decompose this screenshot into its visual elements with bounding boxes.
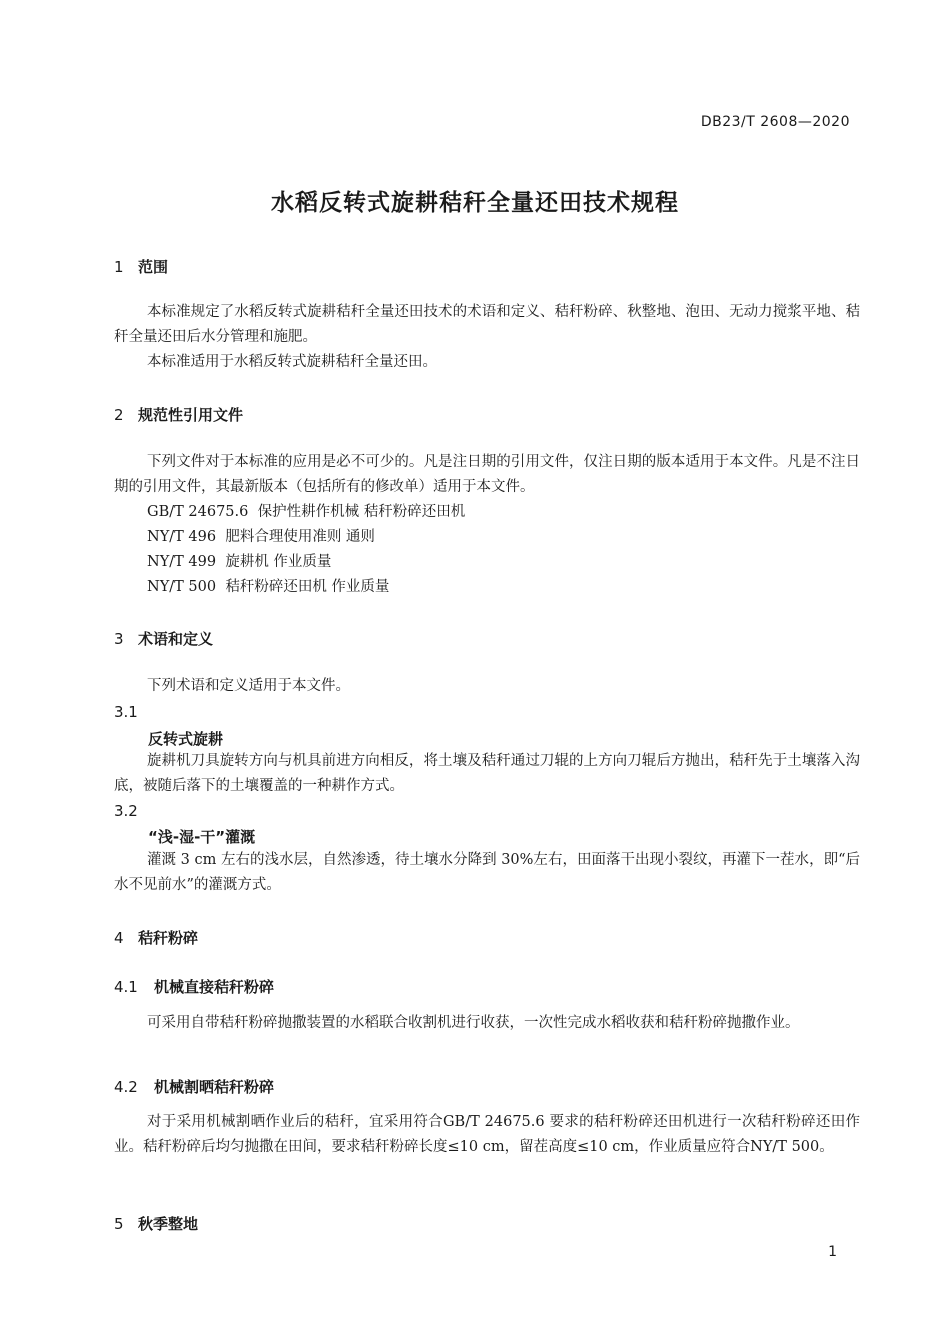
reference-item: GB/T 24675.6 保护性耕作机械 秸秆粉碎还田机	[147, 504, 466, 520]
reference-item: NY/T 496 肥料合理使用准则 通则	[147, 529, 375, 545]
section-1-paragraph-2: 本标准适用于水稻反转式旋耕秸秆全量还田。	[147, 354, 437, 370]
page-number: 1	[828, 1244, 837, 1260]
section-title: 规范性引用文件	[138, 406, 244, 424]
term-number: 3.2	[114, 802, 138, 820]
section-number: 3	[114, 630, 124, 648]
term-definition: 灌溉 3 cm 左右的浅水层，自然渗透，待土壤水分降到 30%左右，田面落干出现小裂纹，再灌下一茬水，即“后水不见前水”的灌溉方式。	[114, 852, 860, 893]
term-name: “浅-湿-干”灌溉	[148, 828, 256, 846]
subsection-title: 机械直接秸秆粉碎	[154, 978, 275, 996]
subsection-4-2-paragraph: 对于采用机械割晒作业后的秸秆，宜采用符合GB/T 24675.6 要求的秸秆粉碎还田机进行一次秸秆粉碎还田作业。秸秆粉碎后均匀抛撒在田间，要求秸秆粉碎长度≤10 cm，留茬高度≤10 cm，作业质量应符合NY/T 500。	[114, 1114, 860, 1155]
section-number: 1	[114, 258, 124, 276]
standard-code: DB23/T 2608—2020	[700, 114, 850, 130]
term-name: 反转式旋耕	[148, 730, 224, 748]
section-number: 5	[114, 1215, 124, 1233]
reference-item: NY/T 499 旋耕机 作业质量	[147, 554, 332, 570]
section-2-heading	[114, 404, 243, 425]
subsection-4-1-paragraph: 可采用自带秸秆粉碎抛撒装置的水稻联合收割机进行收获，一次性完成水稻收获和秸秆粉碎抛撒作业。	[147, 1015, 800, 1031]
subsection-4-1-heading	[114, 976, 274, 997]
subsection-4-2-heading	[114, 1076, 274, 1097]
section-title: 范围	[138, 258, 169, 276]
section-title: 秸秆粉碎	[138, 929, 199, 947]
term-number: 3.1	[114, 703, 138, 721]
section-1-heading	[114, 256, 168, 277]
section-number: 2	[114, 406, 124, 424]
section-4-heading	[114, 927, 198, 948]
section-number: 4	[114, 929, 124, 947]
subsection-number: 4.1	[114, 978, 138, 996]
term-definition: 旋耕机刀具旋转方向与机具前进方向相反，将土壤及秸秆通过刀辊的上方向刀辊后方抛出，秸秆先于土壤落入沟底，被随后落下的土壤覆盖的一种耕作方式。	[114, 753, 860, 794]
document-title: 水稻反转式旋耕秸秆全量还田技术规程	[271, 190, 679, 216]
subsection-title: 机械割晒秸秆粉碎	[154, 1078, 275, 1096]
subsection-number: 4.2	[114, 1078, 138, 1096]
section-3-paragraph: 下列术语和定义适用于本文件。	[147, 678, 350, 694]
reference-item: NY/T 500 秸秆粉碎还田机 作业质量	[147, 579, 390, 595]
section-2-paragraph: 下列文件对于本标准的应用是必不可少的。凡是注日期的引用文件，仅注日期的版本适用于本文件。凡是不注日期的引用文件，其最新版本（包括所有的修改单）适用于本文件。	[114, 454, 860, 495]
section-3-heading	[114, 628, 213, 649]
section-title: 秋季整地	[138, 1215, 199, 1233]
section-1-paragraph-1: 本标准规定了水稻反转式旋耕秸秆全量还田技术的术语和定义、秸秆粉碎、秋整地、泡田、无动力搅浆平地、秸秆全量还田后水分管理和施肥。	[114, 304, 860, 345]
section-title: 术语和定义	[138, 630, 214, 648]
section-5-heading	[114, 1213, 198, 1234]
